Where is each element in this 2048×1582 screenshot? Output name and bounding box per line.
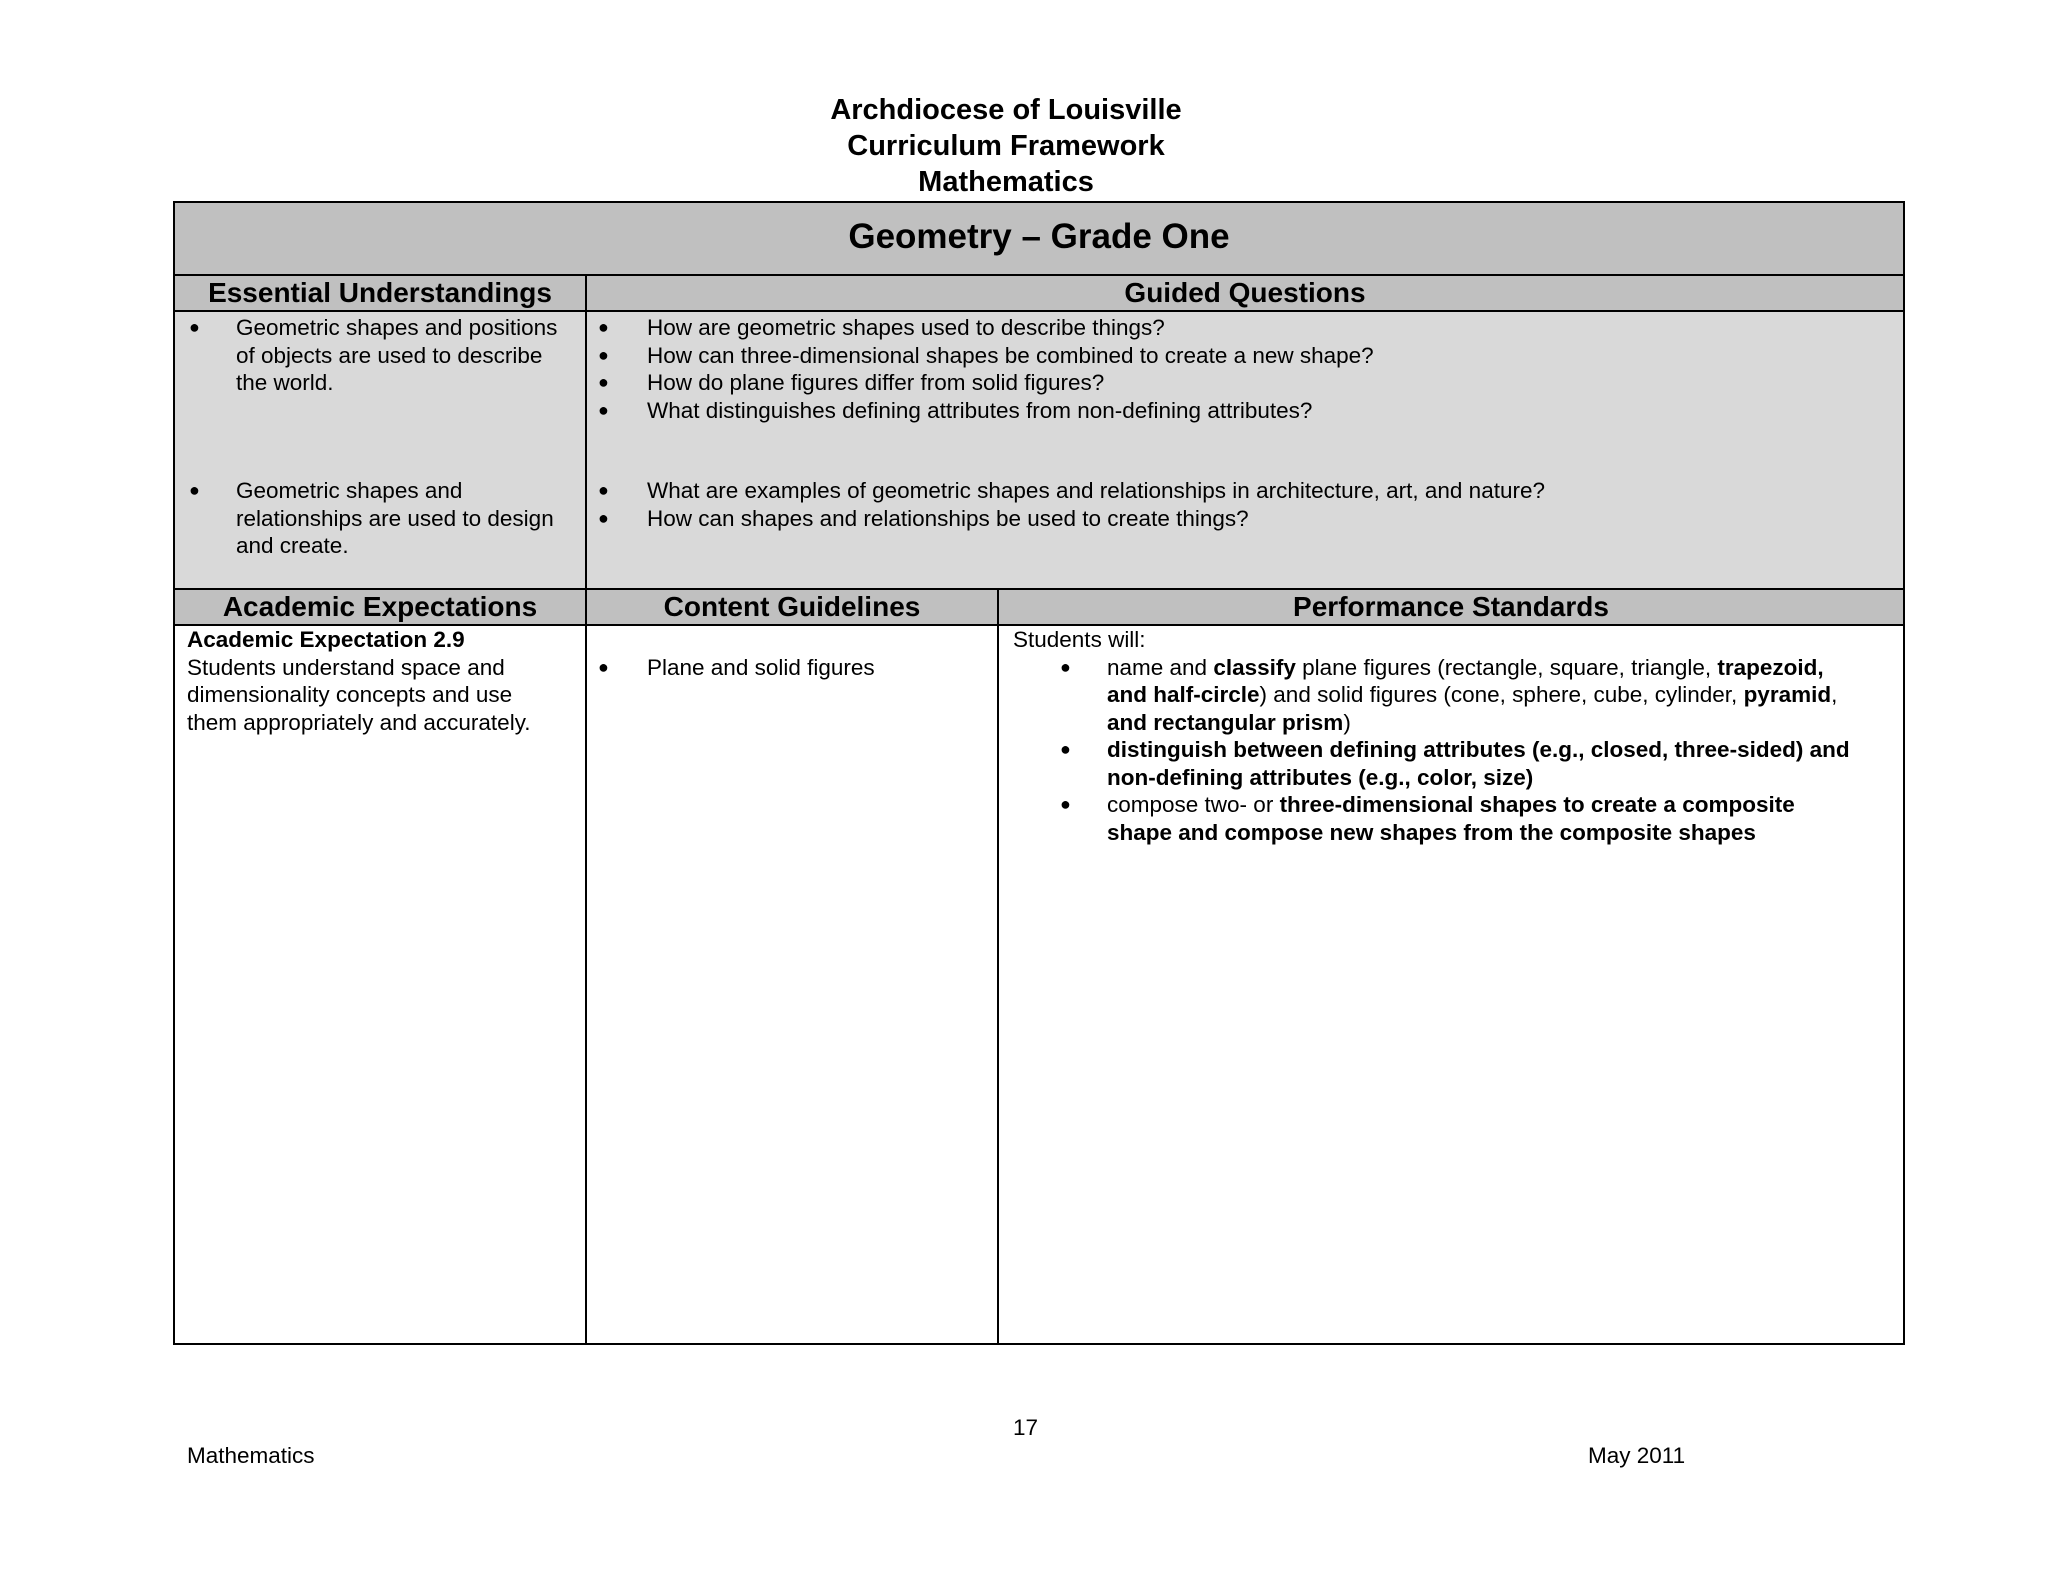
list-item: ● distinguish between defining attributes (e.g., closed, three-sided) and non-defining attributes (e.g., color, size) (1060, 737, 1850, 790)
performance-intro: Students will: (1013, 627, 1146, 652)
list-item: ● Geometric shapes and positions of objects are used to describe the world. (189, 315, 558, 395)
list-item: ● Geometric shapes and relationships are used to design and create. (189, 478, 554, 558)
academic-expectations-cell: Academic Expectation 2.9 Students understand space and dimensionality concepts and use them appropriately and accurately. (187, 626, 583, 736)
footer-date: May 2011 (1588, 1443, 1686, 1468)
list-item: ● compose two- or three-dimensional shapes to create a composite shape and compose new shapes from the composite shapes (1060, 792, 1795, 845)
list-item: ● How can shapes and relationships be used to create things? (598, 505, 1249, 531)
table-title: Geometry – Grade One (848, 217, 1230, 256)
bullet-icon: ● (598, 507, 609, 528)
bullet-icon: ● (1060, 794, 1071, 814)
guided-questions-list-1 (598, 314, 1888, 424)
essential-understandings-header: Essential Understandings (175, 276, 585, 312)
bullet-icon: ● (598, 344, 609, 365)
guided-questions-cell (587, 312, 1903, 590)
bullet-icon: ● (1060, 656, 1071, 677)
list-item: ● How do plane figures differ from solid figures? (598, 370, 1105, 395)
organization-name: Archdiocese of Louisville (830, 94, 1182, 126)
curriculum-table (173, 201, 1905, 1345)
bullet-icon: ● (1060, 739, 1071, 759)
list-item: ● How can three-dimensional shapes be combined to create a new shape? (598, 342, 1374, 368)
bullet-icon: ● (189, 317, 200, 337)
list-item: ● How are geometric shapes used to describe things? (598, 315, 1165, 340)
list-item: ● Plane and solid figures (598, 655, 875, 680)
list-item: ● name and classify plane figures (rectangle, square, triangle, trapezoid, and half-circle) and solid figures (cone, sphere, cube, cylinder, pyramid, and rectangular prism) (1060, 654, 1838, 735)
bullet-icon: ● (189, 480, 200, 500)
document-header (0, 92, 2048, 200)
content-guidelines-header: Content Guidelines (587, 590, 997, 626)
academic-expectations-header: Academic Expectations (175, 590, 585, 626)
essential-understandings-cell (175, 312, 585, 590)
bullet-icon: ● (598, 480, 609, 500)
column-divider (585, 276, 587, 1343)
performance-standards-header: Performance Standards (999, 590, 1903, 626)
table-title-band (175, 203, 1903, 276)
performance-standards-list (1060, 654, 1893, 847)
essential-list-2 (189, 477, 584, 560)
list-item: ● What are examples of geometric shapes and relationships in architecture, art, and nature? (598, 478, 1545, 503)
framework-title: Curriculum Framework (847, 130, 1165, 162)
bullet-icon: ● (598, 657, 609, 677)
list-item: ● What distinguishes defining attributes from non-defining attributes? (598, 397, 1313, 423)
footer-subject: Mathematics (187, 1443, 315, 1468)
essential-list-1 (189, 314, 584, 397)
column-divider (997, 590, 999, 1343)
bullet-icon: ● (598, 399, 609, 420)
subject-title: Mathematics (918, 166, 1094, 198)
bullet-icon: ● (598, 317, 609, 337)
content-guidelines-list (598, 654, 988, 682)
guided-questions-header: Guided Questions (587, 276, 1903, 312)
guided-questions-list-2 (598, 477, 1888, 532)
bullet-icon: ● (598, 372, 609, 392)
page-number: 17 (1013, 1415, 1039, 1440)
performance-standards-cell (1013, 626, 1893, 846)
academic-expectation-title: Academic Expectation 2.9 (187, 627, 465, 652)
